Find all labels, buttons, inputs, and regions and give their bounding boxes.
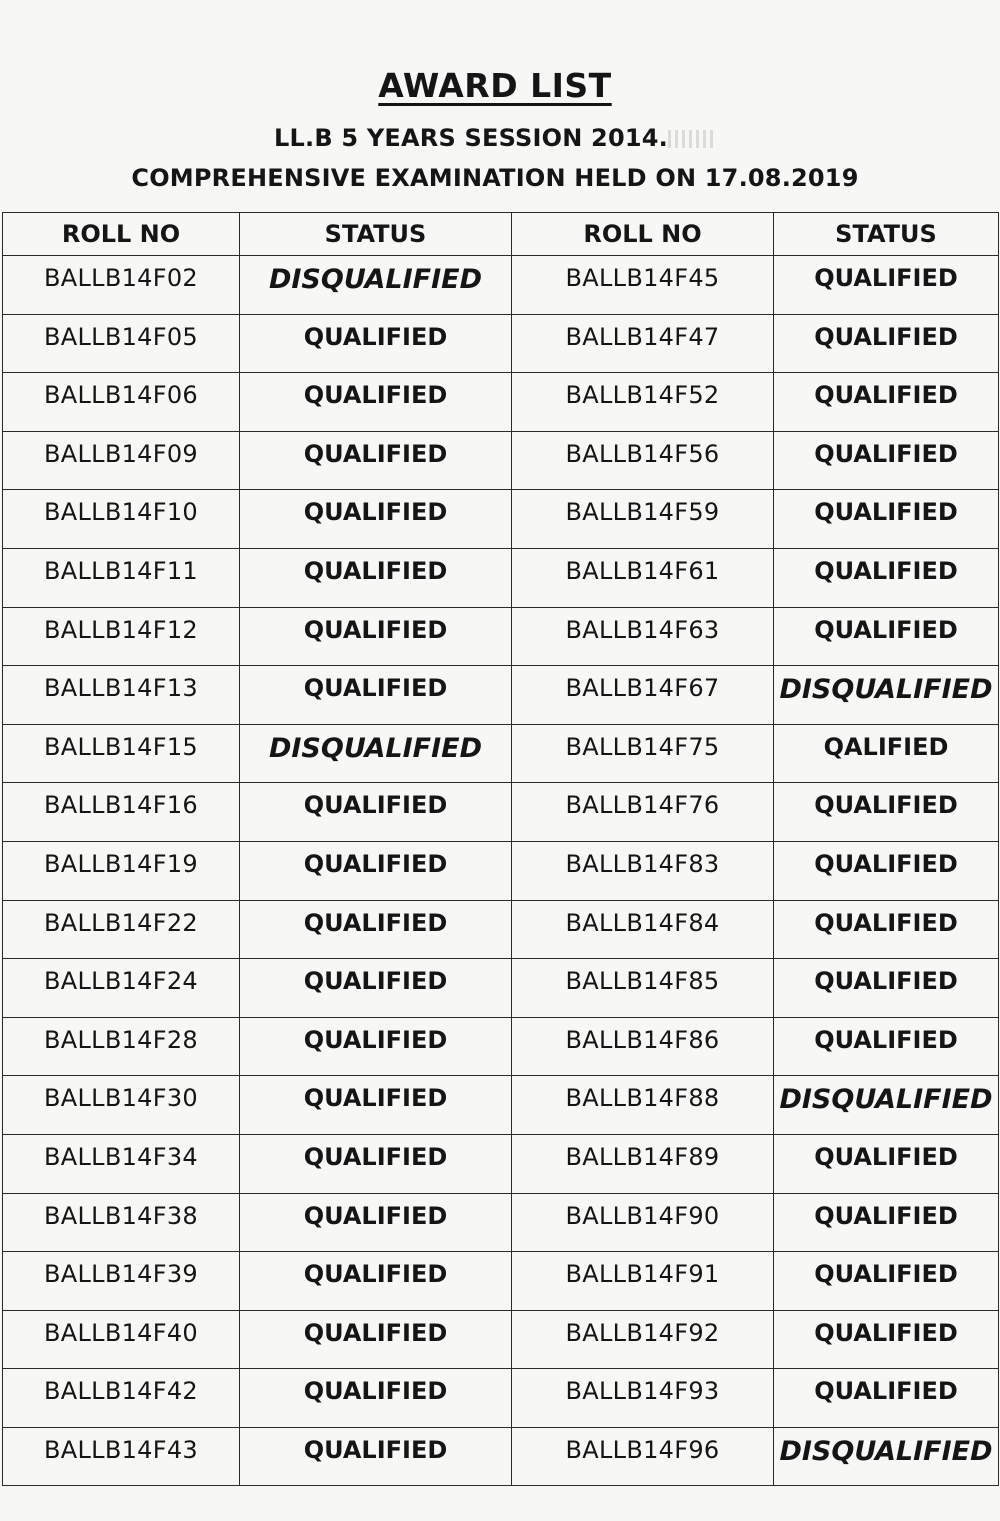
- roll-no-right-cell: BALLB14F85: [512, 959, 774, 1018]
- status-right-cell: QUALIFIED: [774, 1310, 999, 1369]
- roll-no-left-cell: BALLB14F02: [3, 256, 240, 315]
- table-row: [3, 1076, 999, 1135]
- status-right-cell: DISQUALIFIED: [774, 666, 999, 725]
- status-left-cell: QUALIFIED: [240, 373, 512, 432]
- roll-no-right-cell: BALLB14F92: [512, 1310, 774, 1369]
- roll-no-right-cell: BALLB14F47: [512, 314, 774, 373]
- roll-no-right-cell: BALLB14F67: [512, 666, 774, 725]
- roll-no-right-cell: BALLB14F88: [512, 1076, 774, 1135]
- status-right-cell: QUALIFIED: [774, 783, 999, 842]
- table-row: [3, 256, 999, 315]
- status-right-cell: QUALIFIED: [774, 431, 999, 490]
- status-right-cell: QALIFIED: [774, 724, 999, 783]
- roll-no-right-cell: BALLB14F76: [512, 783, 774, 842]
- roll-no-left-cell: BALLB14F42: [3, 1369, 240, 1428]
- roll-no-left-cell: BALLB14F11: [3, 548, 240, 607]
- roll-no-right-cell: BALLB14F52: [512, 373, 774, 432]
- status-left-cell: QUALIFIED: [240, 1310, 512, 1369]
- roll-no-left-cell: BALLB14F30: [3, 1076, 240, 1135]
- status-left-cell: QUALIFIED: [240, 1369, 512, 1428]
- status-left-cell: QUALIFIED: [240, 841, 512, 900]
- document-title: [0, 66, 990, 105]
- table-row: [3, 314, 999, 373]
- roll-no-right-cell: BALLB14F56: [512, 431, 774, 490]
- status-left-cell: QUALIFIED: [240, 548, 512, 607]
- status-left-cell: QUALIFIED: [240, 666, 512, 725]
- table-row: [3, 1193, 999, 1252]
- status-left-cell: QUALIFIED: [240, 959, 512, 1018]
- status-left-cell: QUALIFIED: [240, 431, 512, 490]
- table-row: [3, 1369, 999, 1428]
- roll-no-right-cell: BALLB14F96: [512, 1427, 774, 1486]
- roll-no-left-cell: BALLB14F19: [3, 841, 240, 900]
- table-row: [3, 431, 999, 490]
- header-roll-no-right: ROLL NO: [512, 213, 774, 256]
- roll-no-left-cell: BALLB14F39: [3, 1252, 240, 1311]
- status-left-cell: DISQUALIFIED: [240, 724, 512, 783]
- status-left-cell: DISQUALIFIED: [240, 256, 512, 315]
- table-row: [3, 724, 999, 783]
- roll-no-left-cell: BALLB14F38: [3, 1193, 240, 1252]
- roll-no-left-cell: BALLB14F28: [3, 1017, 240, 1076]
- status-left-cell: QUALIFIED: [240, 900, 512, 959]
- header-roll-no-left: ROLL NO: [3, 213, 240, 256]
- redacted-smudge: [668, 130, 716, 148]
- status-left-cell: QUALIFIED: [240, 1193, 512, 1252]
- roll-no-right-cell: BALLB14F63: [512, 607, 774, 666]
- table-row: [3, 373, 999, 432]
- roll-no-left-cell: BALLB14F40: [3, 1310, 240, 1369]
- roll-no-right-cell: BALLB14F90: [512, 1193, 774, 1252]
- status-left-cell: QUALIFIED: [240, 1252, 512, 1311]
- award-table-body: [3, 256, 999, 1486]
- status-right-cell: QUALIFIED: [774, 314, 999, 373]
- roll-no-left-cell: BALLB14F10: [3, 490, 240, 549]
- roll-no-right-cell: BALLB14F59: [512, 490, 774, 549]
- header-status-left: STATUS: [240, 213, 512, 256]
- table-row: [3, 959, 999, 1018]
- table-row: [3, 1017, 999, 1076]
- roll-no-left-cell: BALLB14F34: [3, 1134, 240, 1193]
- status-left-cell: QUALIFIED: [240, 1427, 512, 1486]
- table-row: [3, 1427, 999, 1486]
- roll-no-right-cell: BALLB14F86: [512, 1017, 774, 1076]
- status-right-cell: DISQUALIFIED: [774, 1427, 999, 1486]
- table-row: [3, 1310, 999, 1369]
- table-row: [3, 666, 999, 725]
- roll-no-right-cell: BALLB14F75: [512, 724, 774, 783]
- roll-no-right-cell: BALLB14F84: [512, 900, 774, 959]
- roll-no-left-cell: BALLB14F12: [3, 607, 240, 666]
- roll-no-left-cell: BALLB14F24: [3, 959, 240, 1018]
- roll-no-right-cell: BALLB14F89: [512, 1134, 774, 1193]
- status-right-cell: QUALIFIED: [774, 548, 999, 607]
- roll-no-left-cell: BALLB14F05: [3, 314, 240, 373]
- roll-no-left-cell: BALLB14F09: [3, 431, 240, 490]
- table-row: [3, 1252, 999, 1311]
- status-right-cell: QUALIFIED: [774, 1017, 999, 1076]
- roll-no-left-cell: BALLB14F13: [3, 666, 240, 725]
- table-row: [3, 900, 999, 959]
- roll-no-right-cell: BALLB14F91: [512, 1252, 774, 1311]
- status-right-cell: QUALIFIED: [774, 1134, 999, 1193]
- table-row: [3, 607, 999, 666]
- roll-no-right-cell: BALLB14F93: [512, 1369, 774, 1428]
- roll-no-left-cell: BALLB14F43: [3, 1427, 240, 1486]
- status-right-cell: QUALIFIED: [774, 1252, 999, 1311]
- status-right-cell: QUALIFIED: [774, 373, 999, 432]
- roll-no-right-cell: BALLB14F61: [512, 548, 774, 607]
- roll-no-left-cell: BALLB14F22: [3, 900, 240, 959]
- table-row: [3, 783, 999, 842]
- roll-no-right-cell: BALLB14F83: [512, 841, 774, 900]
- table-row: [3, 841, 999, 900]
- table-header-row: [3, 213, 999, 256]
- document-title-text: AWARD LIST: [378, 66, 612, 105]
- status-right-cell: QUALIFIED: [774, 1369, 999, 1428]
- roll-no-left-cell: BALLB14F06: [3, 373, 240, 432]
- exam-line: COMPREHENSIVE EXAMINATION HELD ON 17.08.2019: [131, 164, 859, 192]
- status-left-cell: QUALIFIED: [240, 1134, 512, 1193]
- award-table: [2, 212, 999, 1486]
- status-left-cell: QUALIFIED: [240, 1076, 512, 1135]
- status-left-cell: QUALIFIED: [240, 314, 512, 373]
- status-right-cell: QUALIFIED: [774, 1193, 999, 1252]
- status-right-cell: QUALIFIED: [774, 959, 999, 1018]
- status-left-cell: QUALIFIED: [240, 607, 512, 666]
- status-right-cell: QUALIFIED: [774, 490, 999, 549]
- status-right-cell: QUALIFIED: [774, 607, 999, 666]
- status-right-cell: QUALIFIED: [774, 256, 999, 315]
- roll-no-left-cell: BALLB14F15: [3, 724, 240, 783]
- table-row: [3, 548, 999, 607]
- table-row: [3, 490, 999, 549]
- status-right-cell: QUALIFIED: [774, 900, 999, 959]
- status-left-cell: QUALIFIED: [240, 1017, 512, 1076]
- status-left-cell: QUALIFIED: [240, 783, 512, 842]
- roll-no-left-cell: BALLB14F16: [3, 783, 240, 842]
- status-left-cell: QUALIFIED: [240, 490, 512, 549]
- session-line: [0, 124, 990, 152]
- status-right-cell: QUALIFIED: [774, 841, 999, 900]
- session-line-text: LL.B 5 YEARS SESSION 2014.: [274, 124, 668, 152]
- status-right-cell: DISQUALIFIED: [774, 1076, 999, 1135]
- header-status-right: STATUS: [774, 213, 999, 256]
- roll-no-right-cell: BALLB14F45: [512, 256, 774, 315]
- table-row: [3, 1134, 999, 1193]
